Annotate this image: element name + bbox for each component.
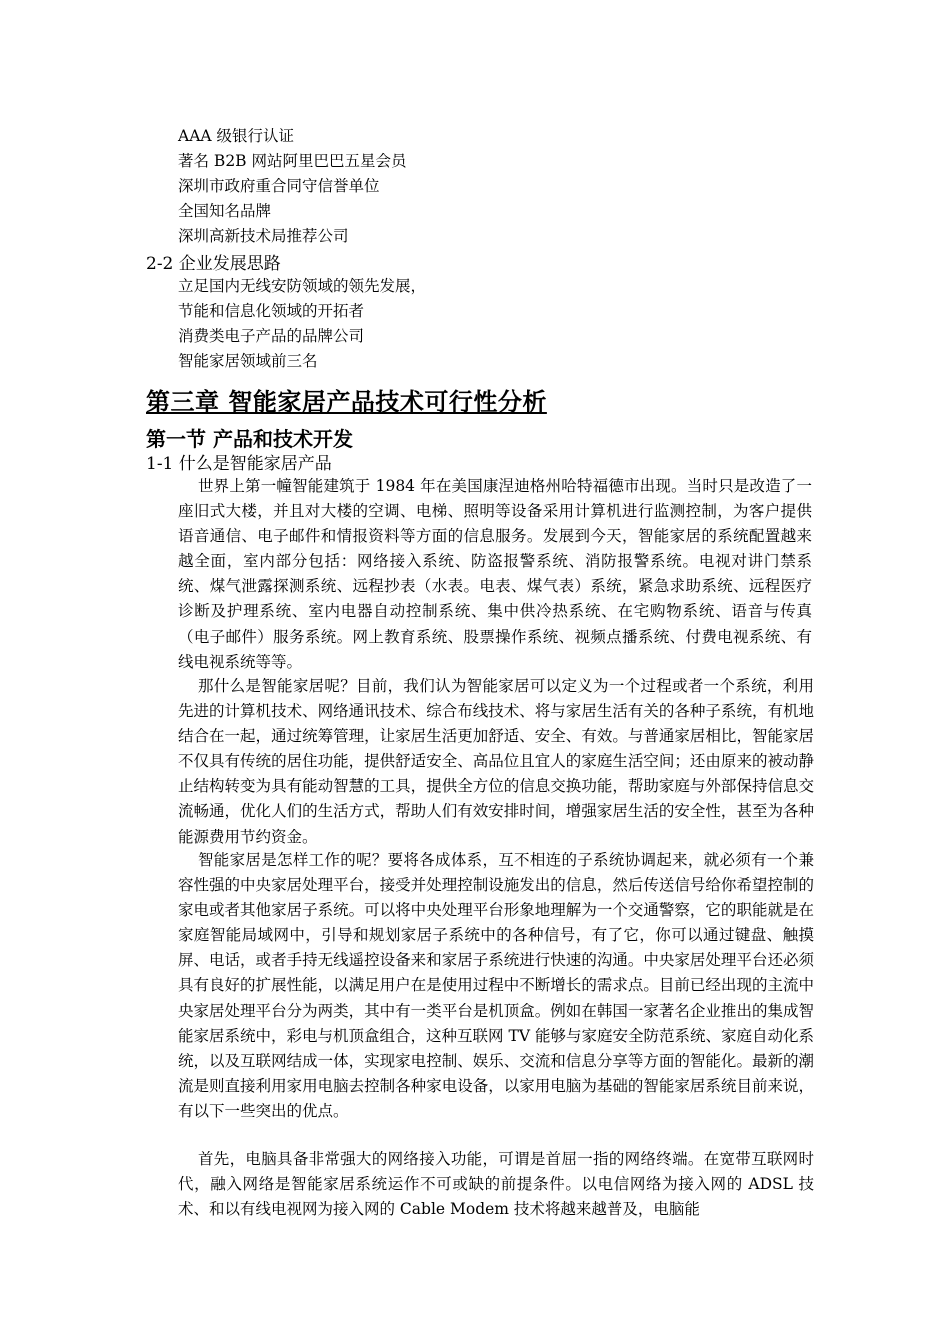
list-item: 消费类电子产品的品牌公司 <box>178 327 365 345</box>
paragraph <box>178 848 814 1124</box>
list-item: 节能和信息化领域的开拓者 <box>178 302 365 320</box>
list-item: 全国知名品牌 <box>178 202 272 220</box>
paragraph-text: 智能家居是怎样工作的呢？要将各成体系，互不相连的子系统协调起来，就必须有一个兼容性强的中央家居处理平台，接受并处理控制设施发出的信息，然后传送信号给你希望控制的家电或者其他家居子系统。可以将中央处理平台形象地理解为一个交通警察，它的职能就是在家庭智能局域网中，引导和规划家居子系统中的各种信号，有了它，你可以通过键盘、触摸屏、电话，或者手持无线遥控设备来和家居子系统进行快速的沟通。中央家居处理平台还必须具有良好的扩展性能，以满足用户在是使用过程中不断增长的需求点。目前已经出现的主流中央家居处理平台分为两类，其中有一类平台是机顶盒。例如在韩国一家著名企业推出的集成智能家居系统中，彩电与机顶盒组合，这种互联网 TV 能够与家庭安全防范系统、家庭自动化系统，以及互联网结成一体，实现家电控制、娱乐、交流和信息分享等方面的智能化。最新的潮流是则直接利用家用电脑去控制各种家电设备，以家用电脑为基础的智能家居系统目前来说，有以下一些突出的优点。 <box>178 851 814 1120</box>
section-heading-2-2: 2-2 企业发展思路 <box>146 254 281 274</box>
paragraph-text: 首先，电脑具备非常强大的网络接入功能，可谓是首屈一指的网络终端。在宽带互联网时代，融入网络是智能家居系统运作不可或缺的前提条件。以电信网络为接入网的 ADSL 技术、和以有线电视网为接入网的 Cable Modem 技术将越来越普及，电脑能 <box>178 1150 814 1219</box>
section-title: 第一节 产品和技术开发 <box>146 427 353 451</box>
paragraph <box>178 474 812 675</box>
list-item: 智能家居领域前三名 <box>178 352 318 370</box>
list-item: 深圳市政府重合同守信誉单位 <box>178 177 380 195</box>
paragraph <box>178 1147 814 1222</box>
list-item: 深圳高新技术局推荐公司 <box>178 227 349 245</box>
paragraph <box>178 674 814 850</box>
paragraph-text: 世界上第一幢智能建筑于 1984 年在美国康涅迪格州哈特福德市出现。当时只是改造了一座旧式大楼，并且对大楼的空调、电梯、照明等设备采用计算机进行监测控制，为客户提供语音通信、电子邮件和情报资料等方面的信息服务。发展到今天，智能家居的系统配置越来越全面，室内部分包括：网络接入系统、防盗报警系统、消防报警系统。电视对讲门禁系统、煤气泄露探测系统、远程抄表（水表。电表、煤气表）系统，紧急求助系统、远程医疗诊断及护理系统、室内电器自动控制系统、集中供冷热系统、在宅购物系统、语音与传真（电子邮件）服务系统。网上教育系统、股票操作系统、视频点播系统、付费电视系统、有线电视系统等等。 <box>178 477 812 671</box>
paragraph-text: 那什么是智能家居呢？目前，我们认为智能家居可以定义为一个过程或者一个系统，利用先进的计算机技术、网络通讯技术、综合布线技术、将与家居生活有关的各种子系统，有机地结合在一起，通过统筹管理，让家居生活更加舒适、安全、有效。与普通家居相比，智能家居不仅具有传统的居住功能，提供舒适安全、高品位且宜人的家庭生活空间；还由原来的被动静止结构转变为具有能动智慧的工具，提供全方位的信息交换功能，帮助家庭与外部保持信息交流畅通，优化人们的生活方式，帮助人们有效安排时间，增强家居生活的安全性，甚至为各种能源费用节约资金。 <box>178 677 814 846</box>
subsection-title: 1-1 什么是智能家居产品 <box>146 454 332 474</box>
list-item: AAA 级银行认证 <box>178 127 295 145</box>
certification-list <box>178 124 407 249</box>
chapter-title: 第三章 智能家居产品技术可行性分析 <box>146 387 547 416</box>
list-item: 立足国内无线安防领域的领先发展， <box>178 277 427 295</box>
list-item: 著名 B2B 网站阿里巴巴五星会员 <box>178 152 407 170</box>
development-list <box>178 274 426 374</box>
